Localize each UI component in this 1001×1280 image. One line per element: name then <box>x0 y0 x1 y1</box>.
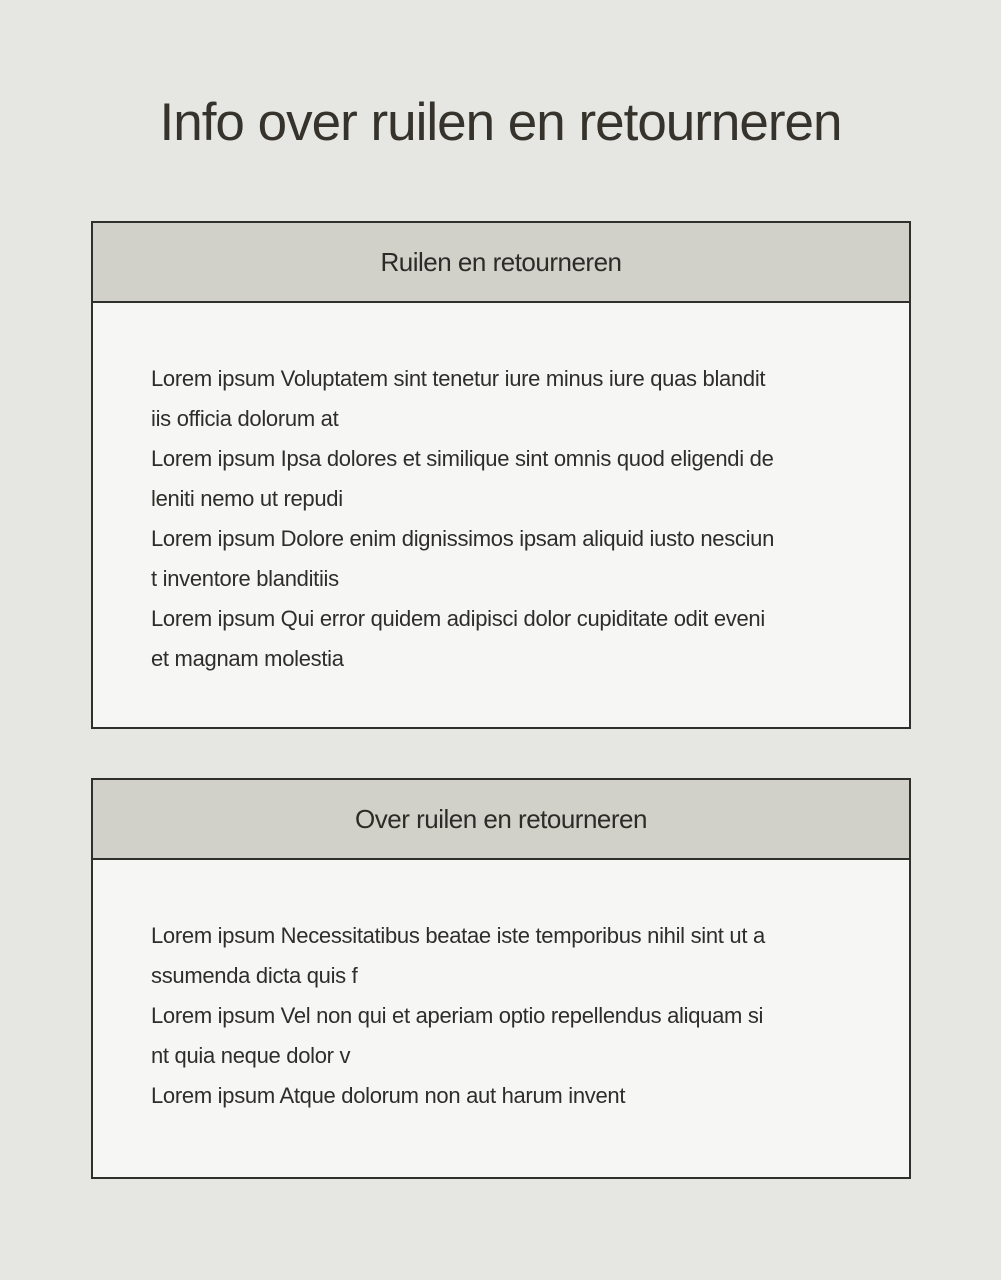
text-line: Lorem ipsum Necessitatibus beatae iste temporibus nihil sint ut a <box>151 923 765 948</box>
text-line: t inventore blanditiis <box>151 566 339 591</box>
section-body <box>93 860 909 1116</box>
text-line: Lorem ipsum Vel non qui et aperiam optio repellendus aliquam si <box>151 1003 764 1028</box>
section-heading: Over ruilen en retourneren <box>93 780 909 860</box>
section-heading: Ruilen en retourneren <box>93 223 909 303</box>
text-line: et magnam molestia <box>151 646 344 671</box>
text-line: ssumenda dicta quis f <box>151 963 358 988</box>
text-line: Lorem ipsum Atque dolorum non aut harum invent <box>151 1083 626 1108</box>
section-ruilen-en-retourneren <box>91 221 911 729</box>
page-title: Info over ruilen en retourneren <box>159 93 842 152</box>
text-line: iis officia dolorum at <box>151 406 339 431</box>
text-line: leniti nemo ut repudi <box>151 486 343 511</box>
text-line: nt quia neque dolor v <box>151 1043 351 1068</box>
section-over-ruilen-en-retourneren <box>91 778 911 1179</box>
text-line: Lorem ipsum Dolore enim dignissimos ipsam aliquid iusto nesciun <box>151 526 775 551</box>
section-body <box>93 303 909 679</box>
text-line: Lorem ipsum Qui error quidem adipisci dolor cupiditate odit eveni <box>151 606 765 631</box>
text-line: Lorem ipsum Voluptatem sint tenetur iure minus iure quas blandit <box>151 366 766 391</box>
text-line: Lorem ipsum Ipsa dolores et similique sint omnis quod eligendi de <box>151 446 774 471</box>
